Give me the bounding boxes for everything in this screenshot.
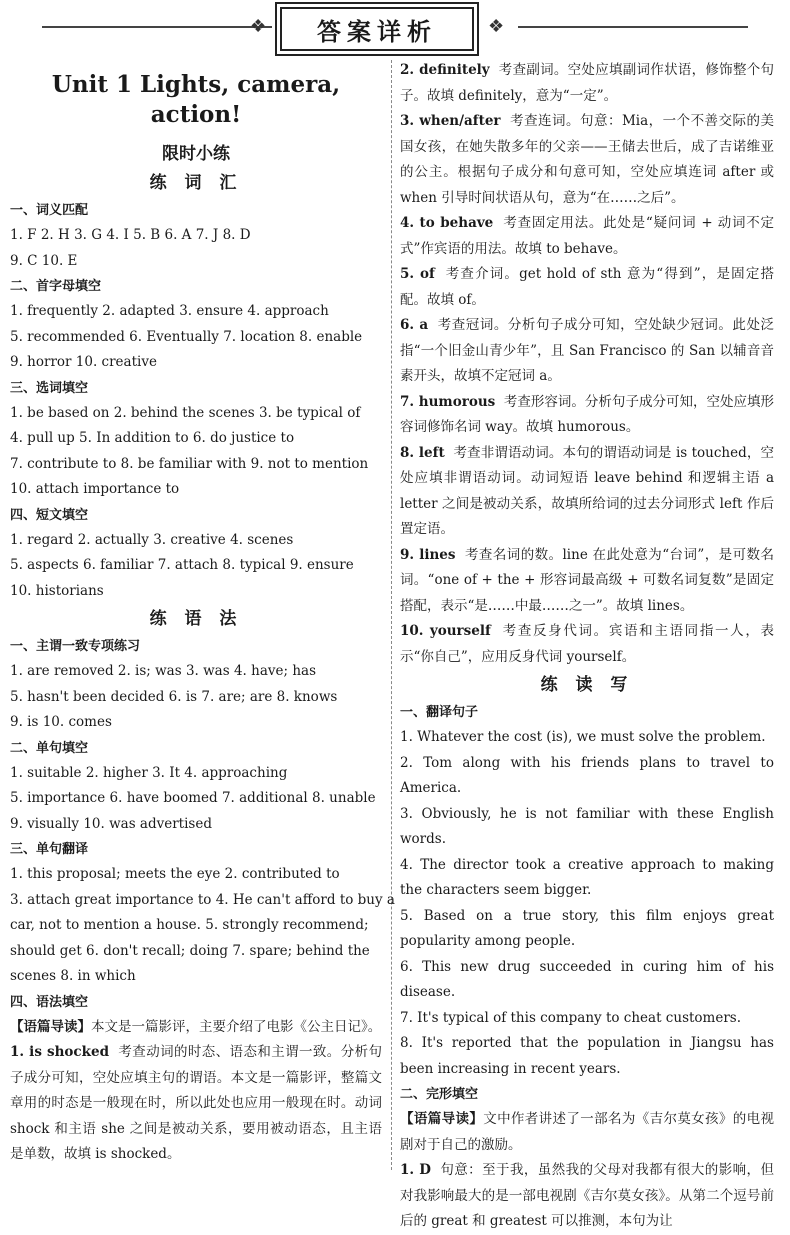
explanation-item	[400, 1158, 774, 1235]
explanation-text: 考查冠词。分析句子成分可知，空处缺少冠词。此处泛指“一个旧金山青少年”，且 San Francisco 的 San 以辅音音素开头，故填不定冠词 a。	[400, 317, 774, 384]
guide-label: 【语篇导读】	[10, 1018, 91, 1035]
header-title: 答案详析	[317, 17, 437, 46]
answer-key: 1. is shocked	[10, 1044, 110, 1060]
explanation-text: 考查名词的数。line 在此处意为“台词”，是可数名词。“one of + the + 形容词最高级 + 可数名词复数”是固定搭配，表示“是……中最……之一”。故填 lines。	[400, 546, 774, 614]
answer-line: should get 6. don't recall; doing 7. spare; behind the	[10, 942, 370, 959]
left-column	[10, 58, 395, 1168]
part-heading: 二、首字母填空	[10, 279, 102, 294]
part-heading: 二、完形填空	[400, 1087, 479, 1102]
answer-line: 5. recommended 6. Eventually 7. location 8. enable	[10, 328, 363, 345]
answer-key: 2. definitely	[400, 62, 490, 78]
answer-line: 3. attach great importance to 4. He can't afford to buy a	[10, 891, 395, 908]
grammar-section-title: 练 语 法	[149, 609, 243, 629]
header-rule-left	[42, 26, 272, 28]
part-heading: 一、词义匹配	[10, 203, 89, 218]
guide-label: 【语篇导读】	[400, 1111, 484, 1127]
ornament-icon: ❖	[488, 16, 505, 37]
passage-guide	[10, 1015, 382, 1041]
answer-line: scenes 8. in which	[10, 968, 136, 984]
reading-section-title: 练 读 写	[540, 675, 634, 695]
answer-key: 5. of	[400, 266, 435, 282]
answer-line: 7. contribute to 8. be familiar with 9. not to mention	[10, 455, 369, 472]
part-heading: 四、短文填空	[10, 507, 89, 523]
explanation-item	[400, 262, 774, 313]
translation-line: 6. This new drug succeeded in curing him of his disease.	[400, 958, 774, 1000]
translation-line: 5. Based on a true story, this film enjoys great popularity among people.	[400, 907, 774, 949]
answer-line: 1. frequently 2. adapted 3. ensure 4. approach	[10, 303, 329, 319]
answer-line: 9. visually 10. was advertised	[10, 815, 212, 832]
answer-line: 9. horror 10. creative	[10, 354, 157, 370]
explanation-text: 考查非谓语动词。本句的谓语动词是 is touched，空处应填非谓语动词。动词短语 leave behind 和逻辑主语 a letter 之间是被动关系，故填所给词的过去分词形式 left 作后置定语。	[400, 444, 774, 537]
translation-line: 7. It's typical of this company to cheat customers.	[400, 1009, 742, 1026]
answer-line: 1. are removed 2. is; was 3. was 4. have; has	[10, 663, 316, 679]
header-title-box	[280, 7, 474, 51]
vocab-section-title: 练 词 汇	[149, 173, 243, 193]
answer-key: 10. yourself	[400, 623, 491, 639]
explanation-item	[400, 619, 774, 670]
translation-line: 1. Whatever the cost (is), we must solve the problem.	[400, 729, 766, 745]
translation-line: 2. Tom along with his friends plans to travel to America.	[400, 754, 774, 796]
answer-line: 5. hasn't been decided 6. is 7. are; are 8. knows	[10, 688, 338, 705]
explanation-item	[400, 390, 774, 441]
answer-line: 1. F 2. H 3. G 4. I 5. B 6. A 7. J 8. D	[10, 227, 251, 243]
answer-line: 9. C 10. E	[10, 252, 78, 269]
part-heading: 一、主谓一致专项练习	[10, 639, 141, 654]
answer-line: 1. this proposal; meets the eye 2. contributed to	[10, 866, 340, 882]
header-rule-right	[518, 26, 748, 28]
explanation-text: 考查连词。句意：Mia，一个不善交际的美国女孩，在她失散多年的父亲——王储去世后，成了吉诺维亚的公主。根据句子成分和句意可知，空处应填连词 after 或 when 引导时间状语从句，意为“在……之后”。	[400, 113, 774, 206]
translation-line: 4. The director took a creative approach to making the characters seem bigger.	[400, 856, 774, 898]
unit-title: Unit 1 Lights, camera, action!	[51, 71, 341, 128]
answer-line: 1. be based on 2. behind the scenes 3. be typical of	[10, 404, 361, 421]
explanation-item	[400, 58, 774, 109]
answer-line: 4. pull up 5. In addition to 6. do justice to	[10, 430, 295, 446]
answer-line: car, not to mention a house. 5. strongly recommend;	[10, 917, 369, 933]
translation-line: 3. Obviously, he is not familiar with these English words.	[400, 805, 774, 847]
translation-line: 8. It's reported that the population in Jiangsu has been increasing in recent years.	[400, 1035, 774, 1077]
explanation-text: 句意：至于我，虽然我的父母对我都有很大的影响，但对我影响最大的是一部电视剧《吉尔莫女孩》。从第二个逗号前后的 great 和 greatest 可以推测，本句为让	[400, 1162, 774, 1229]
answer-key: 4. to behave	[400, 215, 494, 231]
right-column	[400, 58, 774, 1235]
column-divider	[391, 60, 392, 1170]
passage-guide	[400, 1107, 774, 1158]
explanation-item	[400, 543, 774, 620]
answer-line: 10. historians	[10, 582, 104, 599]
answer-key: 3. when/after	[400, 113, 501, 129]
answer-key: 8. left	[400, 444, 445, 461]
explanation-item	[400, 441, 774, 543]
guide-text: 文中作者讲述了一部名为《吉尔莫女孩》的电视剧对于自己的激励。	[400, 1111, 775, 1153]
explanation-text: 考查反身代词。宾语和主语同指一人，表示“你自己”，应用反身代词 yourself。	[400, 623, 775, 665]
section-subtitle: 限时小练	[162, 144, 230, 164]
answer-key: 1. D	[400, 1162, 431, 1178]
explanation-text: 考查副词。空处应填副词作状语，修饰整个句子。故填 definitely，意为“一定”。	[400, 62, 774, 104]
answer-key: 7. humorous	[400, 393, 496, 410]
answer-line: 1. regard 2. actually 3. creative 4. scenes	[10, 531, 294, 548]
explanation-item	[400, 109, 774, 211]
part-heading: 二、单句填空	[10, 740, 89, 756]
answer-key: 9. lines	[400, 546, 456, 563]
guide-text: 本文是一篇影评，主要介绍了电影《公主日记》。	[91, 1018, 382, 1035]
part-heading: 四、语法填空	[10, 994, 89, 1010]
answer-line: 1. suitable 2. higher 3. It 4. approaching	[10, 764, 288, 781]
explanation-text: 考查动词的时态、语态和主谓一致。分析句子成分可知，空处应填主句的谓语。本文是一篇影评，整篇文章用的时态是一般现在时，所以此处也应用一般现在时。动词 shock 和主语 she 之间是被动关系，要用被动语态，且主语是单数，故填 is shocked。	[10, 1044, 382, 1162]
part-heading: 三、选词填空	[10, 380, 89, 396]
ornament-icon: ❖	[250, 16, 267, 37]
explanation-item	[400, 313, 774, 390]
explanation-text: 考查固定用法。此处是“疑问词 + 动词不定式”作宾语的用法。故填 to behave。	[400, 215, 774, 257]
answer-line: 5. aspects 6. familiar 7. attach 8. typical 9. ensure	[10, 557, 354, 573]
explanation-text: 考查介词。get hold of sth 意为“得到”，是固定搭配。故填 of。	[400, 266, 774, 308]
explanation-text: 考查形容词。分析句子成分可知，空处应填形容词修饰名词 way。故填 humorous。	[400, 393, 775, 435]
part-heading: 一、翻译句子	[400, 705, 479, 720]
answer-line: 10. attach importance to	[10, 481, 180, 497]
part-heading: 三、单句翻译	[10, 842, 89, 857]
page-header	[0, 4, 790, 52]
answer-line: 5. importance 6. have boomed 7. additional 8. unable	[10, 790, 376, 806]
explanation-item	[400, 211, 774, 262]
answer-line: 9. is 10. comes	[10, 714, 112, 730]
explanation-item	[10, 1040, 382, 1168]
answer-key: 6. a	[400, 317, 429, 333]
